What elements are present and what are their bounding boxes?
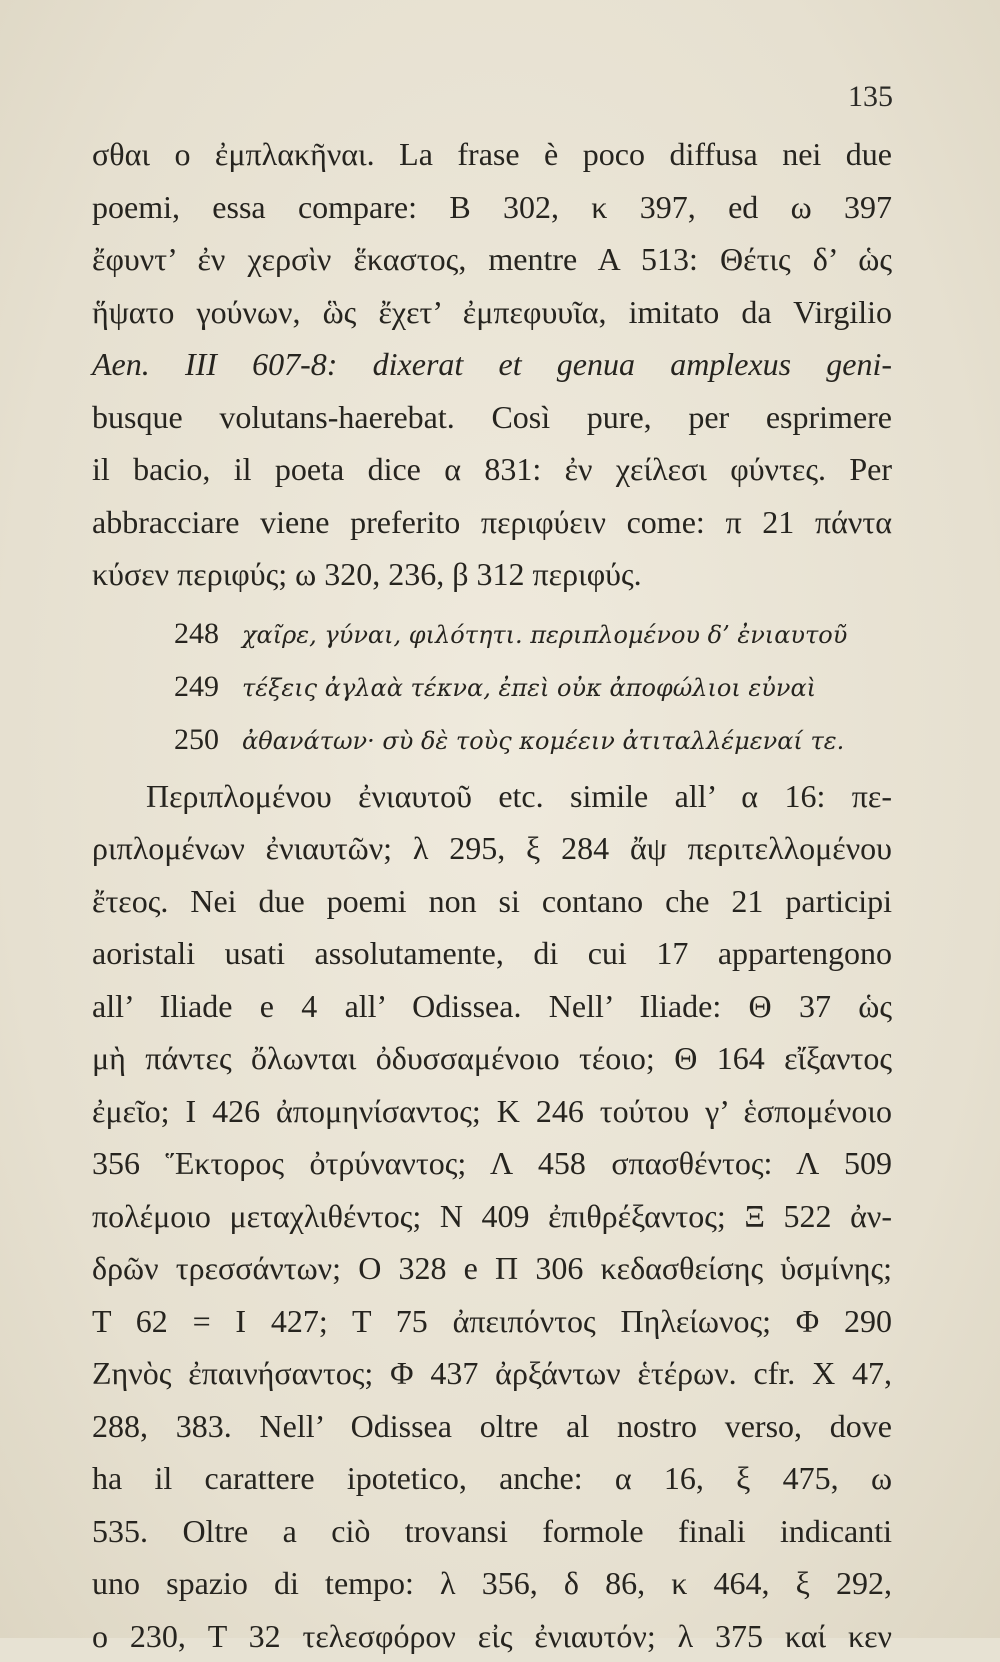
text-line: ἔτεος. Nei due poemi non si contano che 21 participi — [92, 875, 892, 928]
text-line: ἐμεῖο; I 426 ἀπομηνίσαντος; K 246 τούτου γ’ ἑσπομένοιο — [92, 1085, 892, 1138]
paragraph-1 — [92, 128, 892, 601]
text-line: μὴ πάντες ὄλωνται ὀδυσσαμένοιο τέοιο; Θ 164 εἴξαντος — [92, 1032, 892, 1085]
text-line: 356 Ἕκτορος ὀτρύναντος; Λ 458 σπασθέντος: Λ 509 — [92, 1137, 892, 1190]
text-line: T 62 = I 427; T 75 ἀπειπόντος Πηλείωνος; Φ 290 — [92, 1295, 892, 1348]
verse-number: 249 — [174, 660, 242, 713]
text-line: 535. Oltre a ciò trovansi formole finali indicanti — [92, 1505, 892, 1558]
verse-text: ἀθανάτων· σὺ δὲ τοὺς κομέειν ἀτιταλλέμεναί τε. — [242, 727, 844, 755]
text-line: ριπλομένων ἐνιαυτῶν; λ 295, ξ 284 ἄψ περιτελλομένου — [92, 822, 892, 875]
page-body — [92, 128, 892, 1662]
text-line: abbracciare viene preferito περιφύειν come: π 21 πάντα — [92, 496, 892, 549]
text-line: 288, 383. Nell’ Odissea oltre al nostro verso, dove — [92, 1400, 892, 1453]
text-line: Aen. III 607-8: dixerat et genua amplexus geni- — [92, 338, 892, 391]
text-line: busque volutans-haerebat. Così pure, per esprimere — [92, 391, 892, 444]
text-line: ἔφυντ’ ἐν χερσὶν ἕκαστος, mentre A 513: Θέτις δ’ ὡς — [92, 233, 892, 286]
paragraph-2 — [92, 770, 892, 1662]
verse-quotation — [92, 607, 892, 766]
text-line: ἥψατο γούνων, ὣς ἔχετ’ ἐμπεφυυῖα, imitato da Virgilio — [92, 286, 892, 339]
text-line: Ζηνὸς ἐπαινήσαντος; Φ 437 ἀρξάντων ἑτέρων. cfr. X 47, — [92, 1347, 892, 1400]
verse-line — [92, 607, 892, 660]
page-number: 135 — [848, 80, 893, 114]
text-line: δρῶν τρεσσάντων; O 328 e Π 306 κεδασθείσης ὑσμίνης; — [92, 1242, 892, 1295]
text-line: Περιπλομένου ἐνιαυτοῦ etc. simile all’ α 16: πε- — [92, 770, 892, 823]
text-line: il bacio, il poeta dice α 831: ἐν χείλεσι φύντες. Per — [92, 443, 892, 496]
text-line: σθαι ο ἐμπλακῆναι. La frase è poco diffusa nei due — [92, 128, 892, 181]
text-line: uno spazio di tempo: λ 356, δ 86, κ 464, ξ 292, — [92, 1557, 892, 1610]
text-line: aoristali usati assolutamente, di cui 17 appartengono — [92, 927, 892, 980]
text-line: κύσεν περιφύς; ω 320, 236, β 312 περιφύς. — [92, 548, 892, 601]
verse-text: τέξεις ἀγλαὰ τέκνα, ἐπεὶ οὐκ ἀποφώλιοι εὐναὶ — [242, 674, 816, 702]
text-line: all’ Iliade e 4 all’ Odissea. Nell’ Iliade: Θ 37 ὡς — [92, 980, 892, 1033]
verse-line — [92, 713, 892, 766]
verse-line — [92, 660, 892, 713]
verse-number: 248 — [174, 607, 242, 660]
text-line: ha il carattere ipotetico, anche: α 16, ξ 475, ω — [92, 1452, 892, 1505]
text-line: poemi, essa compare: B 302, κ 397, ed ω 397 — [92, 181, 892, 234]
verse-number: 250 — [174, 713, 242, 766]
text-line: πολέμοιο μεταχλιθέντος; N 409 ἐπιθρέξαντος; Ξ 522 ἀν- — [92, 1190, 892, 1243]
verse-text: χαῖρε, γύναι, φιλότητι. περιπλομένου δ’ ἐνιαυτοῦ — [242, 621, 847, 649]
text-line: ο 230, T 32 τελεσφόρον εἰς ἐνιαυτόν; λ 375 καί κεν — [92, 1610, 892, 1662]
